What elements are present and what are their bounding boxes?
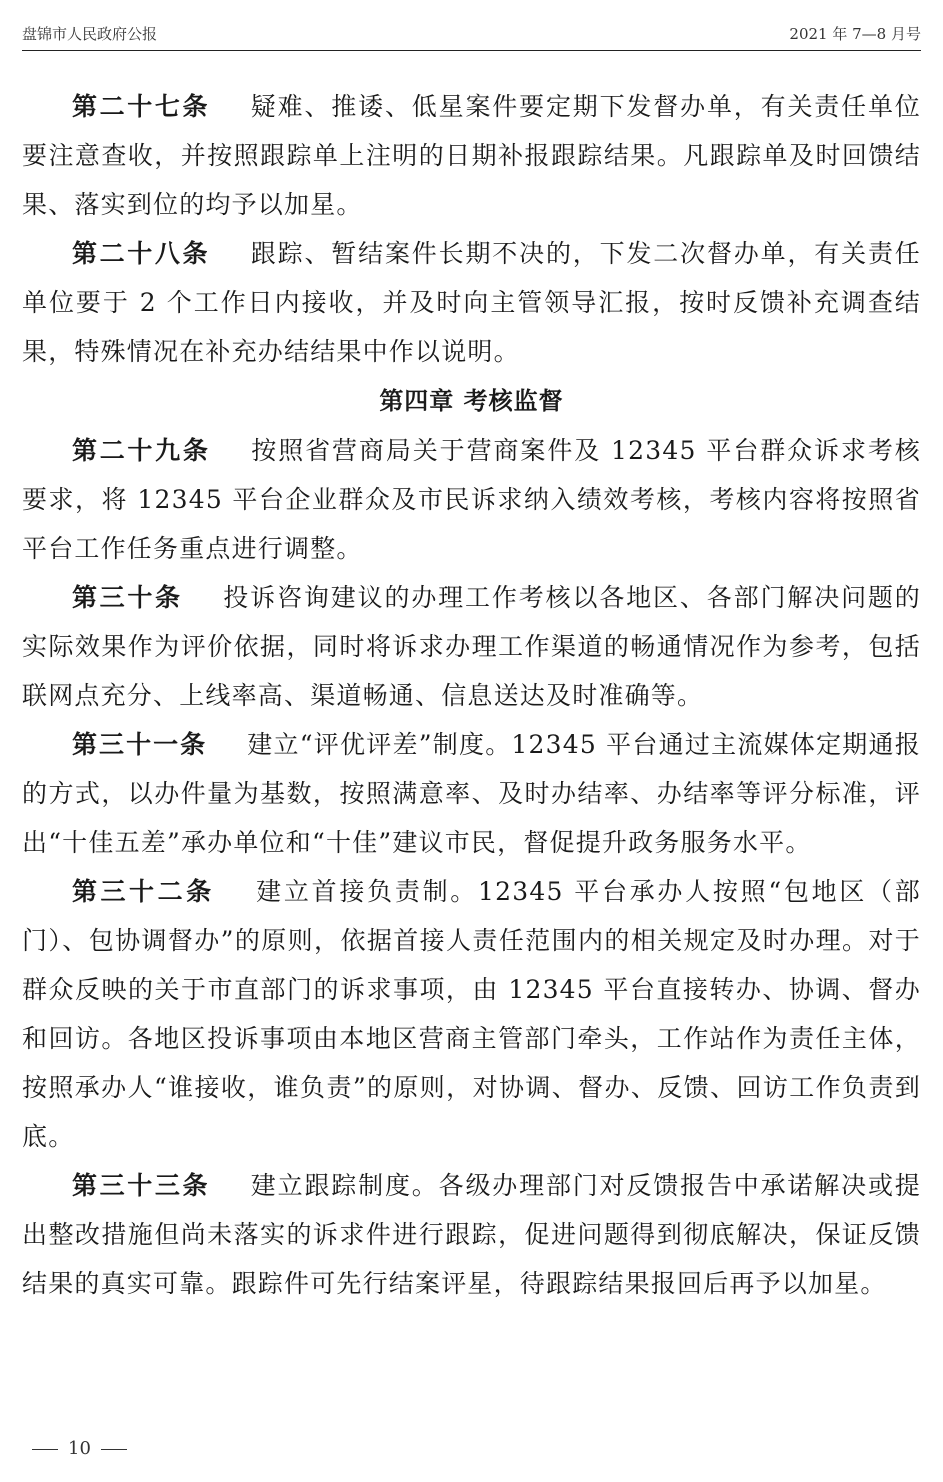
article-30 — [22, 573, 921, 720]
article-32 — [22, 867, 921, 1161]
article-29 — [22, 426, 921, 573]
chapter-title: 第四章 考核监督 — [379, 387, 564, 415]
article-number: 第二十七条 — [72, 92, 211, 121]
article-number: 第三十三条 — [72, 1171, 211, 1200]
article-text: 疑难、推诿、低星案件要定期下发督办单，有关责任单位要注意查收，并按照跟踪单上注明的日期补报跟踪结果。凡跟踪单及时回馈结果、落实到位的均予以加星。 — [22, 92, 921, 219]
article-number: 第三十条 — [72, 583, 183, 612]
article-text: 建立跟踪制度。各级办理部门对反馈报告中承诺解决或提出整改措施但尚未落实的诉求件进行跟踪，促进问题得到彻底解决，保证反馈结果的真实可靠。跟踪件可先行结案评星，待跟踪结果报回后再予以加星。 — [22, 1171, 921, 1298]
article-text: 投诉咨询建议的办理工作考核以各地区、各部门解决问题的实际效果作为评价依据，同时将诉求办理工作渠道的畅通情况作为参考，包括联网点充分、上线率高、渠道畅通、信息送达及时准确等。 — [22, 583, 921, 710]
article-number: 第三十二条 — [72, 877, 215, 906]
article-27 — [22, 82, 921, 229]
article-number: 第三十一条 — [72, 730, 208, 759]
article-33 — [22, 1161, 921, 1308]
document-body — [22, 82, 921, 1308]
issue-label: 2021 年 7—8 月号 — [789, 25, 921, 43]
article-text: 建立“评优评差”制度。12345 平台通过主流媒体定期通报的方式，以办件量为基数，按照满意率、及时办结率、办结率等评分标准，评出“十佳五差”承办单位和“十佳”建议市民，督促提升政务服务水平。 — [22, 730, 921, 857]
page-header — [22, 20, 921, 51]
page-footer — [22, 1435, 137, 1463]
article-text: 按照省营商局关于营商案件及 12345 平台群众诉求考核要求，将 12345 平台企业群众及市民诉求纳入绩效考核，考核内容将按照省平台工作任务重点进行调整。 — [22, 436, 921, 563]
page-number: 10 — [68, 1438, 91, 1459]
article-28 — [22, 229, 921, 376]
article-31 — [22, 720, 921, 867]
footer-dash-right — [101, 1449, 127, 1450]
publication-title: 盘锦市人民政府公报 — [22, 25, 158, 43]
footer-dash-left — [32, 1449, 58, 1450]
article-text: 跟踪、暂结案件长期不决的，下发二次督办单，有关责任单位要于 2 个工作日内接收，并及时向主管领导汇报，按时反馈补充调查结果，特殊情况在补充办结结果中作以说明。 — [22, 239, 921, 366]
article-number: 第二十九条 — [72, 436, 211, 465]
article-number: 第二十八条 — [72, 239, 211, 268]
article-text: 建立首接负责制。12345 平台承办人按照“包地区（部门）、包协调督办”的原则，依据首接人责任范围内的相关规定及时办理。对于群众反映的关于市直部门的诉求事项，由 12345 平台直接转办、协调、督办和回访。各地区投诉事项由本地区营商主管部门牵头，工作站作为责任主体，按照承办人“谁接收，谁负责”的原则，对协调、督办、反馈、回访工作负责到底。 — [22, 877, 921, 1151]
